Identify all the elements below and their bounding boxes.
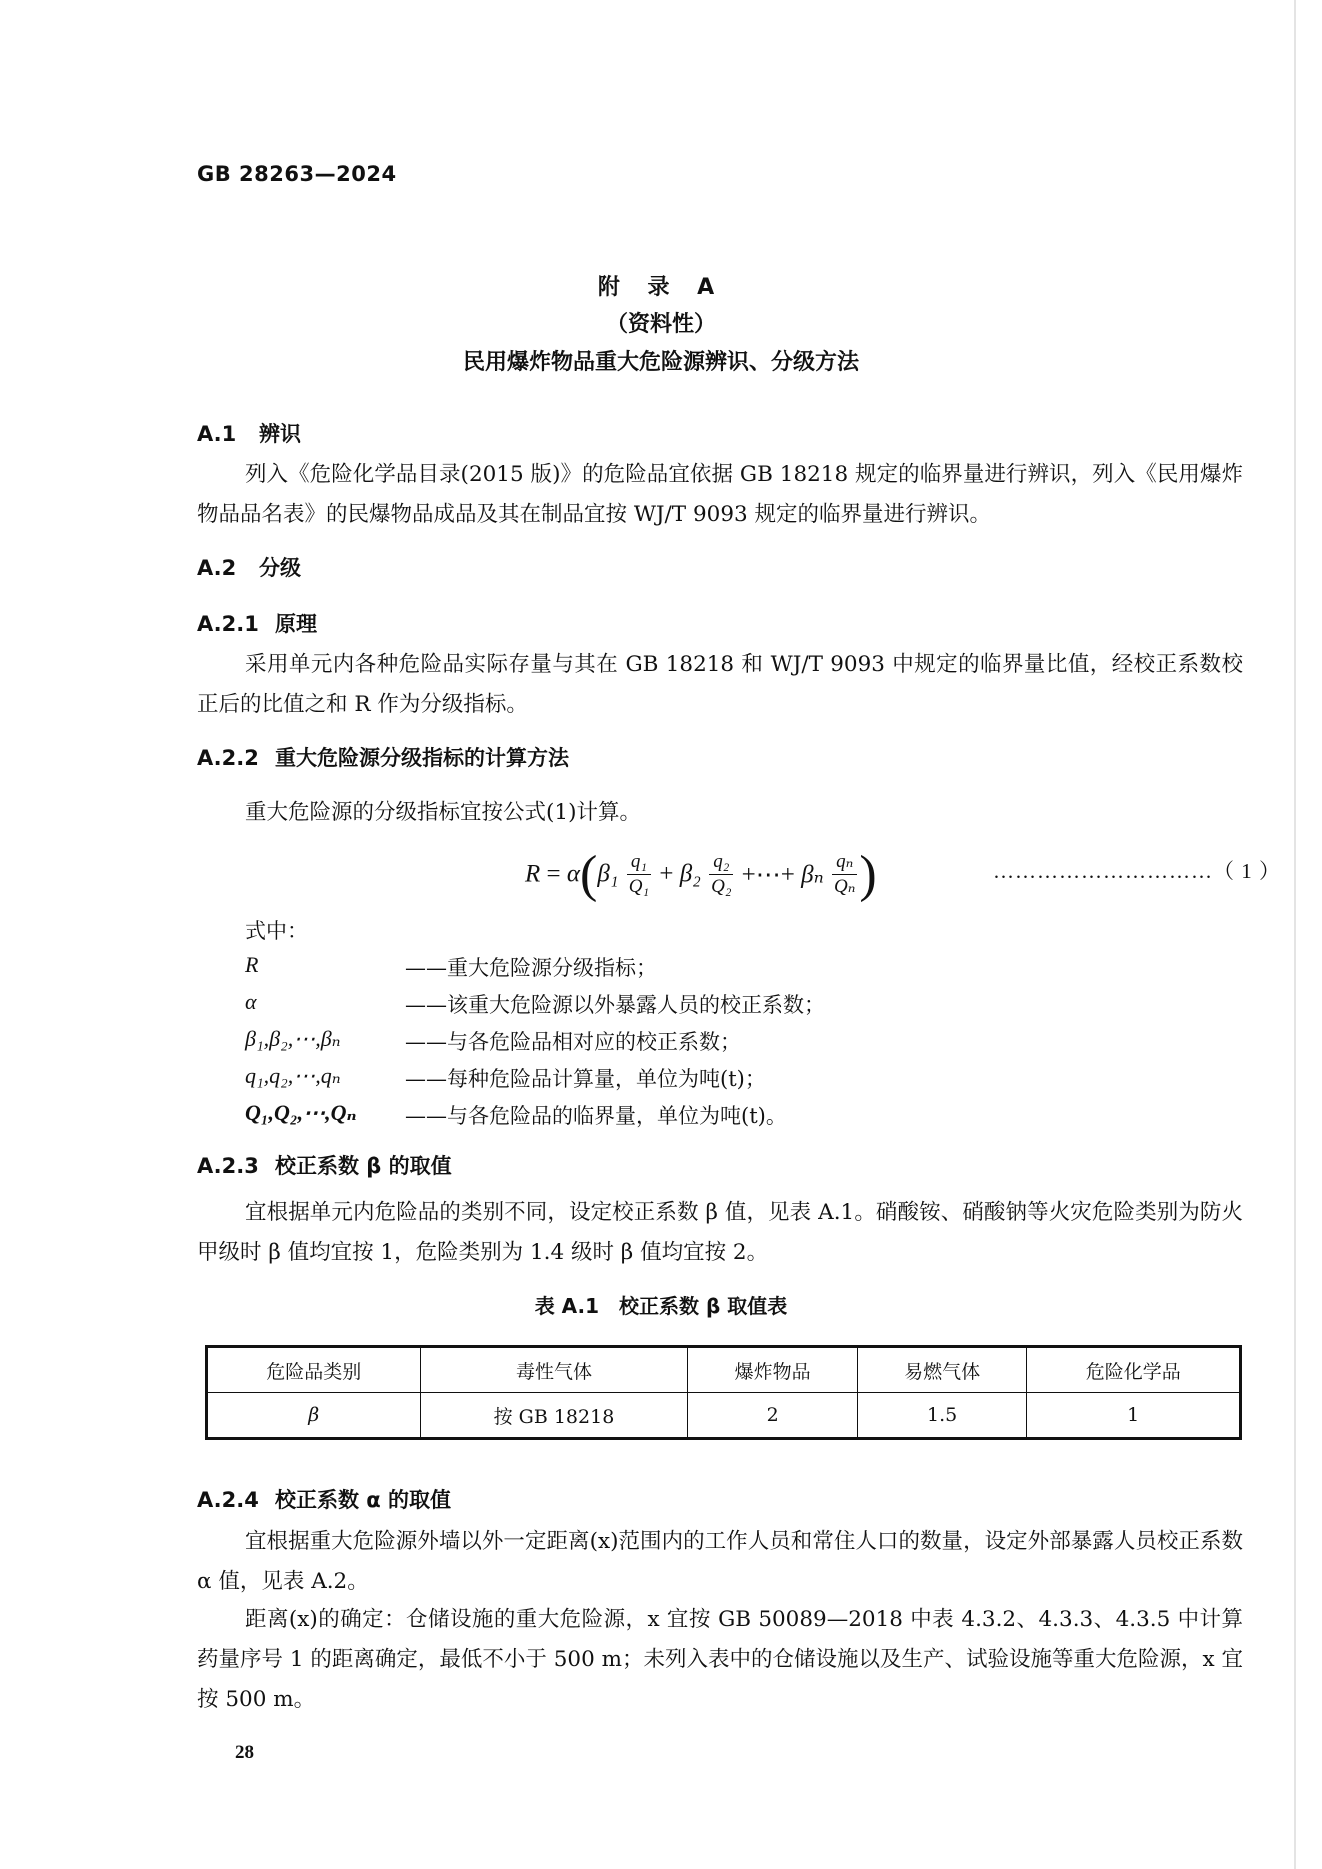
fraction-n [832, 850, 857, 899]
fraction-n-numerator: qₙ [832, 850, 857, 875]
where-label: 式中： [245, 919, 308, 943]
heading-a24 [197, 1484, 451, 1514]
heading-a21-number: A.2.1 [197, 612, 259, 636]
var-desc-Q: ——与各危险品的临界量，单位为吨(t)。 [405, 1104, 787, 1128]
fraction-2-denominator: Q₂ [711, 876, 732, 897]
heading-a23 [197, 1150, 452, 1180]
formula-number: …………………………（ 1 ） [993, 859, 1281, 883]
table-header-cell: 危险品类别 [207, 1347, 421, 1393]
fraction-2 [709, 850, 733, 899]
formula-left-paren: ( [580, 846, 598, 903]
var-desc-q: ——每种危险品计算量，单位为吨(t)； [405, 1067, 766, 1091]
table-cell: 1 [1027, 1393, 1241, 1439]
formula-beta2: β₂ [679, 860, 701, 888]
var-desc-beta: ——与各危险品相对应的校正系数； [405, 1030, 741, 1054]
var-symbol-q: q₁,q₂,⋯,qₙ [245, 1063, 341, 1088]
heading-a24-title: 校正系数 α 的取值 [275, 1488, 452, 1512]
paragraph-a22: 重大危险源的分级指标宜按公式(1)计算。 [245, 800, 641, 825]
paragraph-a21: 采用单元内各种危险品实际存量与其在 GB 18218 和 WJ/T 9093 中规定的临界量比值，经校正系数校正后的比值之和 R 作为分级指标。 [197, 652, 1243, 717]
table-cell: 1.5 [857, 1393, 1027, 1439]
formula-lhs: R [525, 860, 541, 888]
appendix-title: 民用爆炸物品重大危险源辨识、分级方法 [462, 350, 859, 375]
heading-a1 [197, 418, 301, 448]
heading-a21-title: 原理 [275, 612, 317, 636]
standard-number: GB 28263—2024 [197, 162, 397, 186]
table-row [207, 1393, 1241, 1439]
heading-a22 [197, 742, 569, 772]
heading-a2 [197, 552, 301, 582]
table-caption: 表 A.1 校正系数 β 取值表 [534, 1294, 788, 1318]
heading-a2-title: 分级 [259, 556, 301, 580]
formula-plus: + [659, 860, 674, 888]
var-symbol-alpha: α [245, 989, 257, 1014]
table-header-row [207, 1347, 1241, 1393]
heading-a21 [197, 608, 317, 638]
paragraph-a23: 宜根据单元内危险品的类别不同，设定校正系数 β 值，见表 A.1。硝酸铵、硝酸钠等火灾危险类别为防火甲级时 β 值均宜按 1，危险类别为 1.4 级时 β 值均宜按 2。 [197, 1200, 1243, 1265]
var-symbol-r: R [245, 952, 259, 977]
var-symbol-beta: β₁,β₂,⋯,βₙ [245, 1026, 341, 1051]
fraction-2-numerator: q₂ [709, 850, 733, 875]
paragraph-a1: 列入《危险化学品目录(2015 版)》的危险品宜依据 GB 18218 规定的临界量进行辨识，列入《民用爆炸物品品名表》的民爆物品成品及其在制品宜按 WJ/T 9093 规定的临界量进行辨识。 [197, 462, 1243, 527]
heading-a24-number: A.2.4 [197, 1488, 259, 1512]
heading-a1-title: 辨识 [259, 422, 301, 446]
heading-a1-number: A.1 [197, 422, 237, 446]
formula-beta1: β₁ [597, 860, 619, 888]
fraction-n-denominator: Qₙ [833, 876, 856, 897]
table-cell: 按 GB 18218 [420, 1393, 688, 1439]
table-header-cell: 易燃气体 [857, 1347, 1027, 1393]
appendix-label: 附 录 A [597, 275, 725, 300]
paragraph-a24-2: 距离(x)的确定：仓储设施的重大危险源，x 宜按 GB 50089—2018 中表 4.3.2、4.3.3、4.3.5 中计算药量序号 1 的距离确定，最低不小于 500 m；未列入表中的仓储设施以及生产、试验设施等重大危险源，x 宜按 500 m。 [197, 1607, 1243, 1712]
beta-table [205, 1345, 1242, 1440]
appendix-type: （资料性） [605, 312, 716, 337]
fraction-1-numerator: q₁ [627, 850, 651, 875]
var-desc-r: ——重大危险源分级指标； [405, 956, 657, 980]
page-number: 28 [235, 1742, 254, 1763]
table-cell: 2 [688, 1393, 858, 1439]
formula-alpha: α [566, 860, 581, 888]
fraction-1-denominator: Q₁ [628, 876, 650, 897]
formula-equals: = [546, 860, 561, 888]
heading-a22-number: A.2.2 [197, 746, 259, 770]
formula-betan: βₙ [801, 861, 824, 889]
formula-1 [525, 845, 877, 925]
heading-a22-title: 重大危险源分级指标的计算方法 [275, 746, 569, 770]
fraction-1 [627, 850, 651, 899]
paragraph-a24-1: 宜根据重大危险源外墙以外一定距离(x)范围内的工作人员和常住人口的数量，设定外部暴露人员校正系数 α 值，见表 A.2。 [197, 1529, 1243, 1594]
heading-a2-number: A.2 [197, 556, 237, 580]
heading-a23-title: 校正系数 β 的取值 [275, 1154, 452, 1178]
table-header-cell: 爆炸物品 [688, 1347, 858, 1393]
table-cell: β [207, 1393, 421, 1439]
formula-ellipsis: +⋯+ [741, 861, 795, 889]
var-desc-alpha: ——该重大危险源以外暴露人员的校正系数； [405, 993, 825, 1017]
formula-right-paren: ) [859, 846, 877, 903]
heading-a23-number: A.2.3 [197, 1154, 259, 1178]
table-header-cell: 毒性气体 [420, 1347, 688, 1393]
var-symbol-Q: Q₁,Q₂,⋯,Qₙ [245, 1100, 357, 1125]
table-header-cell: 危险化学品 [1027, 1347, 1241, 1393]
